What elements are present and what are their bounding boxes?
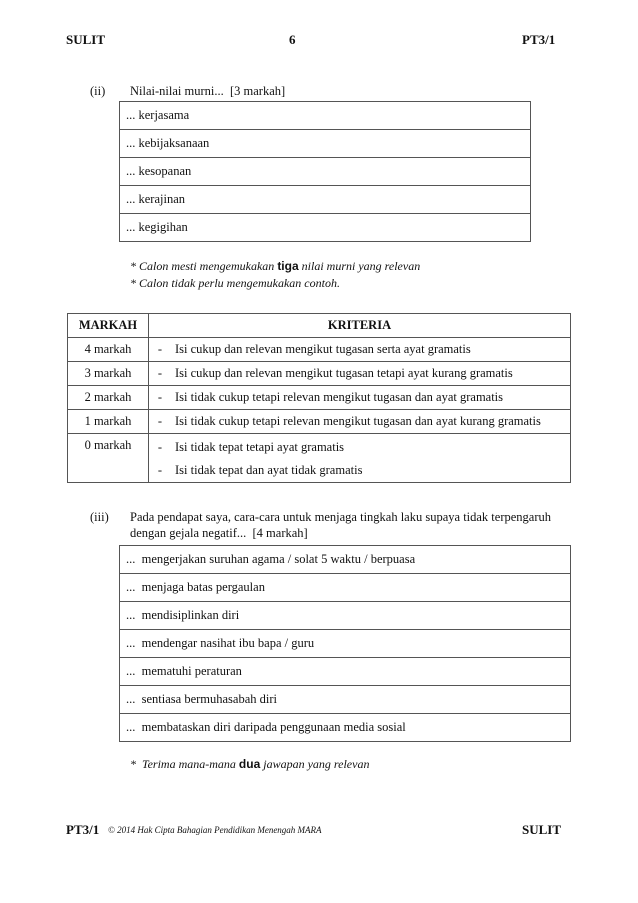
question-iii-answer-table [119,545,571,742]
page-number: 6 [289,32,296,47]
note-ii-1-post: nilai murni yang relevan [298,259,421,273]
answer-iii-6: ... sentiasa bermuhasabah diri [120,686,571,714]
question-iii-prompt-1: Pada pendapat saya, cara-cara untuk menjaga tingkah laku supaya tidak terpengaruh [130,510,552,524]
answer-iii-1: ... mengerjakan suruhan agama / solat 5 waktu / berpuasa [120,546,571,574]
rubric-criteria-group [167,434,571,483]
note-iii-bold: dua [238,757,261,771]
answer-ii-1: ... kerjasama [120,102,531,130]
rubric-mark: 2 markah [68,386,149,410]
rubric-mark: 1 markah [68,410,149,434]
footer-code: PT3/1 [66,822,100,837]
note-ii-1 [130,259,420,274]
answer-ii-2: ... kebijaksanaan [120,130,531,158]
note-ii-2: * Calon tidak perlu mengemukakan contoh. [130,276,340,290]
rubric-row [68,338,571,362]
footer-copyright: © 2014 Hak Cipta Bahagian Pendidikan Menengah MARA [108,825,322,835]
header-right: PT3/1 [522,32,556,47]
answer-iii-4: ... mendengar nasihat ibu bapa / guru [120,630,571,658]
answer-iii-3: ... mendisiplinkan diri [120,602,571,630]
rubric-criteria: Isi cukup dan relevan mengikut tugasan serta ayat gramatis [167,338,571,362]
rubric-dash: - [149,362,168,386]
rubric-dash: - [149,410,168,434]
answer-ii-4: ... kerajinan [120,186,531,214]
rubric-criteria: Isi tidak tepat tetapi ayat gramatis [175,440,345,454]
note-iii [130,757,369,772]
rubric-mark: 3 markah [68,362,149,386]
question-ii-number: (ii) [90,84,106,98]
answer-iii-5: ... mematuhi peraturan [120,658,571,686]
rubric-header-criteria: KRITERIA [149,314,571,338]
question-iii-number: (iii) [90,510,109,524]
rubric-criteria: Isi tidak cukup tetapi relevan mengikut tugasan dan ayat kurang gramatis [167,410,571,434]
answer-iii-7: ... membataskan diri daripada penggunaan media sosial [120,714,571,742]
answer-ii-5: ... kegigihan [120,214,531,242]
rubric-row [68,386,571,410]
rubric-row [68,410,571,434]
note-ii-1-bold: tiga [277,259,299,273]
rubric-row [68,362,571,386]
rubric-table [67,313,571,483]
rubric-criteria: Isi cukup dan relevan mengikut tugasan tetapi ayat kurang gramatis [167,362,571,386]
rubric-dash: - [157,440,163,454]
rubric-header-mark: MARKAH [68,314,149,338]
footer-right: SULIT [522,822,562,837]
note-iii-post: jawapan yang relevan [260,757,370,771]
answer-ii-3: ... kesopanan [120,158,531,186]
rubric-dash-group [149,434,168,483]
answer-iii-2: ... menjaga batas pergaulan [120,574,571,602]
rubric-dash: - [157,463,163,477]
note-ii-1-pre: * Calon mesti mengemukakan [130,259,278,273]
rubric-criteria: Isi tidak tepat dan ayat tidak gramatis [175,463,363,477]
rubric-mark: 4 markah [68,338,149,362]
header-left: SULIT [66,32,106,47]
rubric-row [68,434,571,483]
question-ii-prompt: Nilai-nilai murni... [3 markah] [130,84,286,98]
question-ii-answer-table [119,101,531,242]
rubric-dash: - [149,338,168,362]
question-iii-prompt-2: dengan gejala negatif... [4 markah] [130,526,308,540]
rubric-dash: - [149,386,168,410]
rubric-mark: 0 markah [68,434,149,483]
note-iii-pre: * Terima mana-mana [130,757,239,771]
rubric-criteria: Isi tidak cukup tetapi relevan mengikut tugasan dan ayat gramatis [167,386,571,410]
